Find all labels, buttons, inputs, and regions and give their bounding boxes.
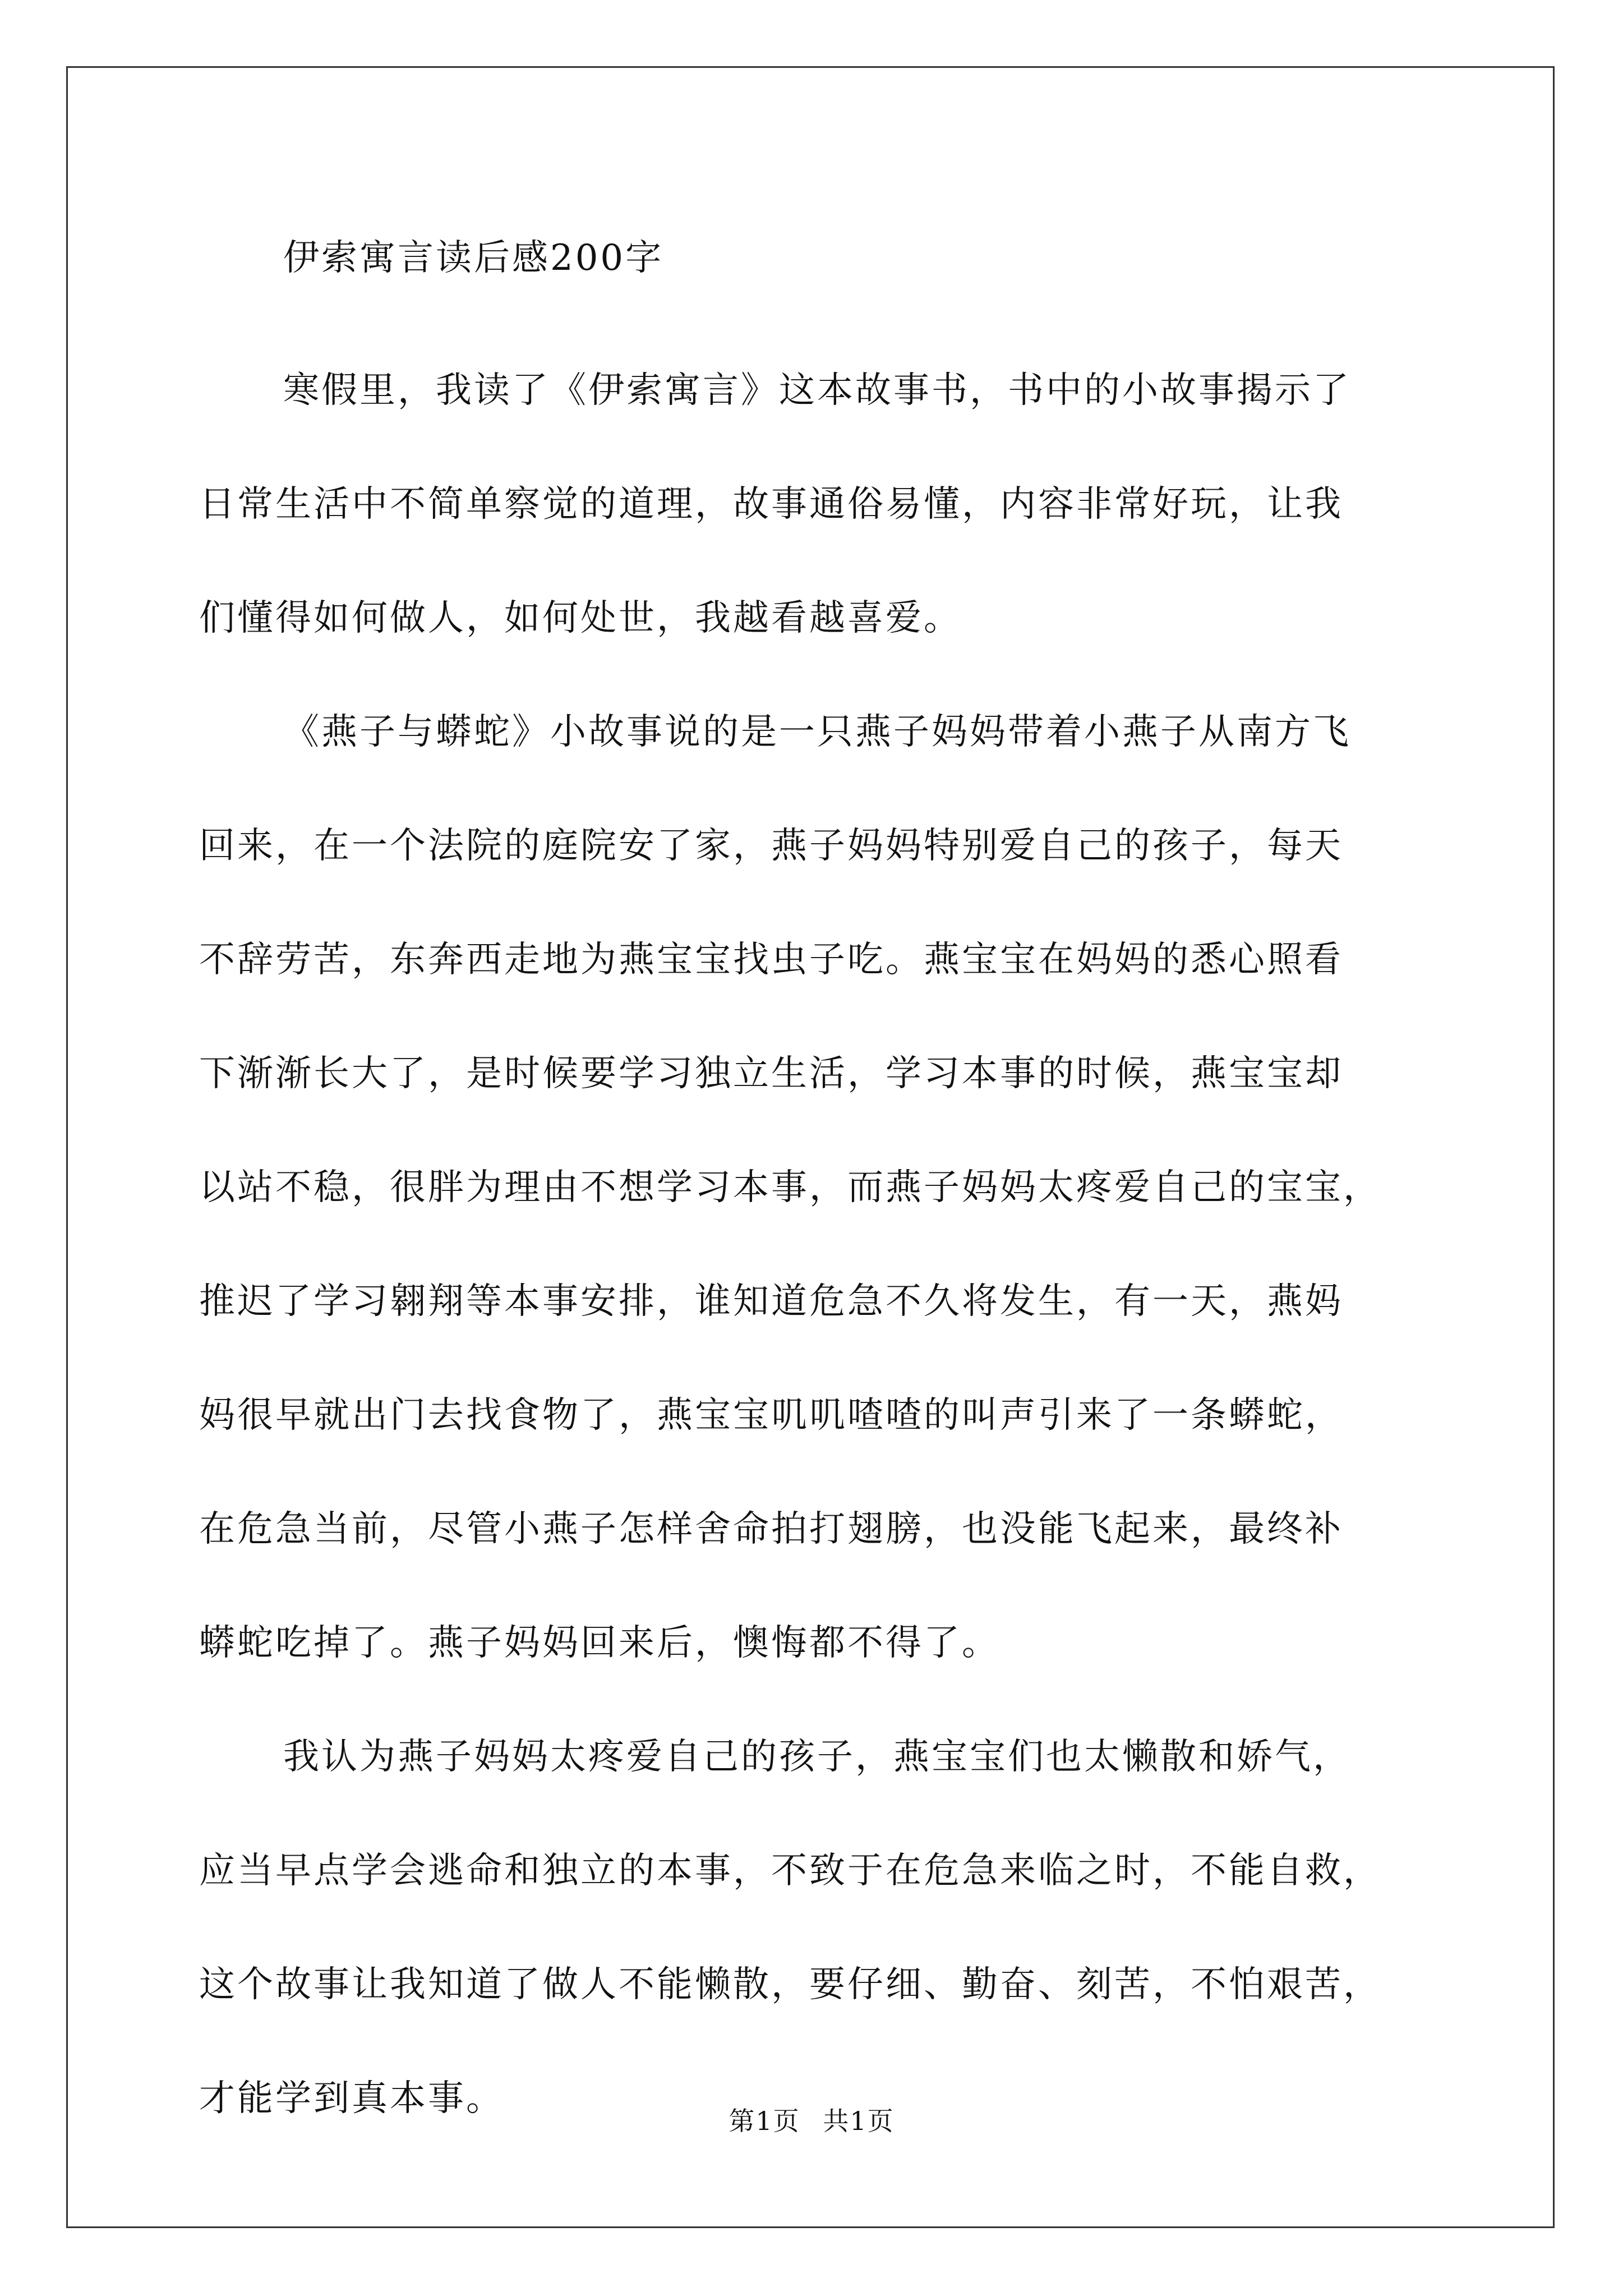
paragraph-3 (199, 1700, 1422, 2156)
paragraph-line: 在危急当前，尽管小燕子怎样舍命拍打翅膀，也没能飞起来，最终补 (199, 1508, 1343, 1550)
paragraph-line: 以站不稳，很胖为理由不想学习本事，而燕子妈妈太疼爱自己的宝宝， (199, 1167, 1381, 1208)
paragraph-line: 这个故事让我知道了做人不能懒散，要仔细、勤奋、刻苦，不怕艰苦， (199, 1964, 1381, 2005)
paragraph-line: 们懂得如何做人，如何处世，我越看越喜爱。 (199, 597, 962, 639)
paragraph-line: 回来，在一个法院的庭院安了家，燕子妈妈特别爱自己的孩子，每天 (199, 825, 1343, 867)
paragraph-line: 才能学到真本事。 (199, 2078, 504, 2119)
paragraph-line: 《燕子与蟒蛇》小故事说的是一只燕子妈妈带着小燕子从南方飞 (283, 711, 1351, 753)
document-body (199, 213, 1422, 2156)
paragraph-line: 应当早点学会逃命和独立的本事，不致于在危急来临之时，不能自救， (199, 1850, 1381, 1892)
paragraph-line: 我认为燕子妈妈太疼爱自己的孩子，燕宝宝们也太懒散和娇气， (283, 1736, 1351, 1778)
paragraph-line: 下渐渐长大了，是时候要学习独立生活，学习本事的时候，燕宝宝却 (199, 1053, 1343, 1094)
paragraph-2 (199, 675, 1422, 1700)
paragraph-line: 蟒蛇吃掉了。燕子妈妈回来后，懊悔都不得了。 (199, 1622, 1000, 1664)
paragraph-line: 不辞劳苦，东奔西走地为燕宝宝找虫子吃。燕宝宝在妈妈的悉心照看 (199, 939, 1343, 981)
page-footer (0, 2101, 1623, 2138)
paragraph-line: 妈很早就出门去找食物了，燕宝宝叽叽喳喳的叫声引来了一条蟒蛇， (199, 1395, 1343, 1436)
paragraph-line: 日常生活中不简单察觉的道理，故事通俗易懂，内容非常好玩，让我 (199, 484, 1343, 525)
paragraph-line: 寒假里，我读了《伊索寓言》这本故事书，书中的小故事揭示了 (283, 370, 1351, 411)
document-title: 伊索寓言读后感200字 (283, 237, 664, 279)
paragraph-line: 推迟了学习翱翔等本事安排，谁知道危急不久将发生，有一天，燕妈 (199, 1281, 1343, 1322)
paragraph-1 (199, 334, 1422, 675)
page-total: 共1页 (823, 2106, 895, 2136)
page-number: 第1页 (728, 2106, 800, 2136)
